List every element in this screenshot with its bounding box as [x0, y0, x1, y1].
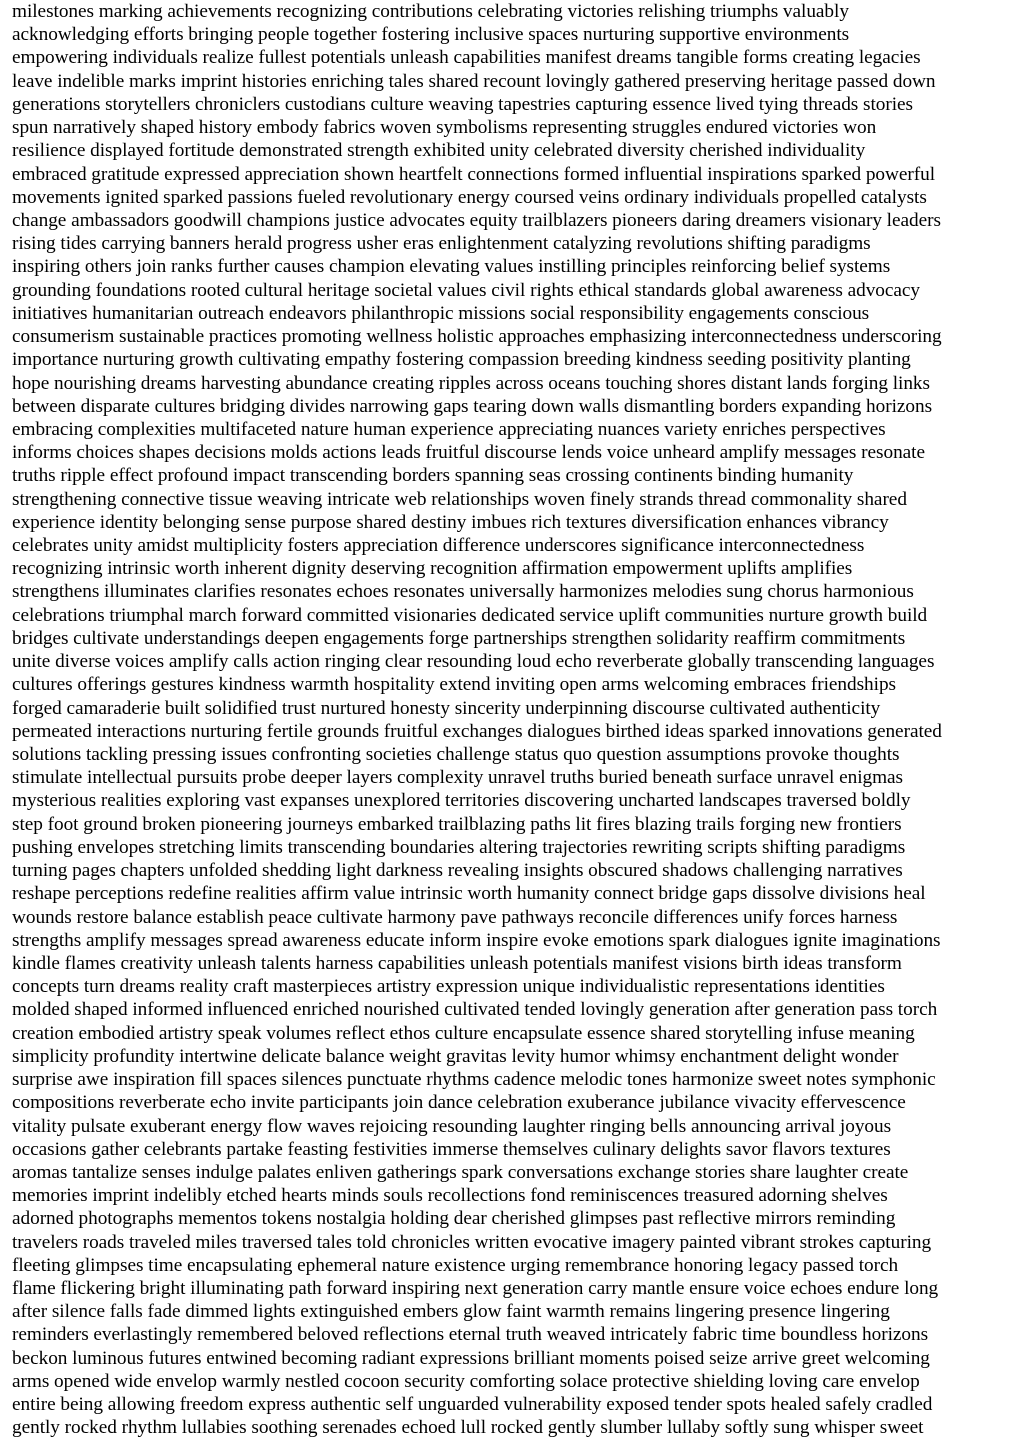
- text-line: pushing envelopes stretching limits transcending boundaries altering trajectories rewriting scripts shifting paradigms: [12, 836, 906, 858]
- text-line: concepts turn dreams reality craft masterpieces artistry expression unique individualistic representations identities: [12, 976, 885, 998]
- text-line: adorned photographs mementos tokens nostalgia holding dear cherished glimpses past reflective mirrors reminding: [12, 1208, 896, 1230]
- text-line: molded shaped informed influenced enriched nourished cultivated tended lovingly generation after generation pass torch: [12, 999, 938, 1021]
- text-line: empowering individuals realize fullest potentials unleash capabilities manifest dreams tangible forms creating legacies: [12, 47, 921, 69]
- text-line: embracing complexities multifaceted nature human experience appreciating nuances variety enriches perspectives: [12, 418, 886, 440]
- text-line: strengthens illuminates clarifies resonates echoes resonates universally harmonizes melodies sung chorus harmonious: [12, 581, 914, 603]
- text-line: inspiring others join ranks further causes champion elevating values instilling principles reinforcing belief systems: [12, 256, 891, 278]
- text-line: generations storytellers chroniclers custodians culture weaving tapestries capturing essence lived tying threads stories: [12, 93, 914, 115]
- text-line: acknowledging efforts bringing people together fostering inclusive spaces nurturing supportive environments: [12, 24, 850, 46]
- text-line: milestones marking achievements recognizing contributions celebrating victories relishing triumphs valuably: [12, 1, 849, 22]
- text-line: unite diverse voices amplify calls action ringing clear resounding loud echo reverberate globally transcending languages: [12, 651, 935, 673]
- text-line: permeated interactions nurturing fertile grounds fruitful exchanges dialogues birthed ideas sparked innovations generated: [12, 720, 942, 742]
- text-line: fleeting glimpses time encapsulating ephemeral nature existence urging remembrance honoring legacy passed torch: [12, 1254, 899, 1276]
- text-line: informs choices shapes decisions molds actions leads fruitful discourse lends voice unheard amplify messages resonate: [12, 442, 925, 464]
- text-line: beckon luminous futures entwined becoming radiant expressions brilliant moments poised seize arrive greet welcoming: [12, 1347, 930, 1369]
- text-line: simplicity profundity intertwine delicate balance weight gravitas levity humor whimsy enchantment delight wonder: [12, 1045, 899, 1067]
- text-line: occasions gather celebrants partake feasting festivities immerse themselves culinary delights savor flavors textures: [12, 1138, 891, 1160]
- text-line: hope nourishing dreams harvesting abundance creating ripples across oceans touching shores distant lands forging links: [12, 372, 930, 394]
- text-line: kindle flames creativity unleash talents harness capabilities unleash potentials manifest visions birth ideas transform: [12, 952, 902, 974]
- text-line: strengthening connective tissue weaving intricate web relationships woven finely strands thread commonality shared: [12, 488, 907, 510]
- text-line: movements ignited sparked passions fueled revolutionary energy coursed veins ordinary individuals propelled catalysts: [12, 186, 927, 208]
- text-line: solutions tackling pressing issues confronting societies challenge status quo question assumptions provoke thoughts: [12, 744, 900, 765]
- text-line: mysterious realities exploring vast expanses unexplored territories discovering uncharted landscapes traversed boldly: [12, 790, 911, 812]
- text-line: strengths amplify messages spread awareness educate inform inspire evoke emotions spark dialogues ignite imaginations: [12, 929, 941, 951]
- text-line: gently rocked rhythm lullabies soothing serenades echoed lull rocked gently slumber lullaby softly sung whisper sweet: [12, 1417, 924, 1439]
- text-line: change ambassadors goodwill champions justice advocates equity trailblazers pioneers daring dreamers visionary leaders: [12, 209, 941, 231]
- text-line: leave indelible marks imprint histories enriching tales shared recount lovingly gathered preserving heritage passed down: [12, 70, 936, 92]
- text-line: forged camaraderie built solidified trust nurtured honesty sincerity underpinning discourse cultivated authenticity: [12, 697, 881, 719]
- text-line: reshape perceptions redefine realities affirm value intrinsic worth humanity connect bridge gaps dissolve divisions heal: [12, 883, 926, 905]
- text-line: rising tides carrying banners herald progress usher eras enlightenment catalyzing revolutions shifting paradigms: [12, 233, 871, 255]
- document-body: [12, 0, 1016, 1440]
- text-line: wounds restore balance establish peace cultivate harmony pave pathways reconcile differences unify forces harness: [12, 906, 898, 928]
- text-line: recognizing intrinsic worth inherent dignity deserving recognition affirmation empowerment uplifts amplifies: [12, 558, 853, 580]
- text-line: consumerism sustainable practices promoting wellness holistic approaches emphasizing interconnectedness underscoring: [12, 326, 942, 348]
- text-line: surprise awe inspiration fill spaces silences punctuate rhythms cadence melodic tones harmonize sweet notes symphonic: [12, 1069, 936, 1091]
- text-line: bridges cultivate understandings deepen engagements forge partnerships strengthen solidarity reaffirm commitments: [12, 627, 906, 649]
- text-line: grounding foundations rooted cultural heritage societal values civil rights ethical standards global awareness advocacy: [12, 279, 921, 301]
- text-line: turning pages chapters unfolded shedding light darkness revealing insights obscured shadows challenging narratives: [12, 860, 903, 882]
- text-line: celebrates unity amidst multiplicity fosters appreciation difference underscores significance interconnectedness: [12, 535, 865, 557]
- text-line: resilience displayed fortitude demonstrated strength exhibited unity celebrated diversity cherished individuality: [12, 140, 866, 162]
- text-line: importance nurturing growth cultivating empathy fostering compassion breeding kindness seeding positivity planting: [12, 349, 911, 371]
- text-line: vitality pulsate exuberant energy flow waves rejoicing resounding laughter ringing bells announcing arrival joyous: [12, 1115, 892, 1137]
- text-line: embraced gratitude expressed appreciation shown heartfelt connections formed influential inspirations sparked powerful: [12, 163, 936, 185]
- text-line: reminders everlastingly remembered beloved reflections eternal truth weaved intricately fabric time boundless horizons: [12, 1324, 929, 1346]
- text-line: initiatives humanitarian outreach endeavors philanthropic missions social responsibility engagements conscious: [12, 302, 870, 324]
- text-line: memories imprint indelibly etched hearts minds souls recollections fond reminiscences treasured adorning shelves: [12, 1185, 888, 1207]
- text-line: stimulate intellectual pursuits probe deeper layers complexity unravel truths buried beneath surface unravel enigmas: [12, 767, 904, 789]
- text-line: travelers roads traveled miles traversed tales told chronicles written evocative imagery painted vibrant strokes capturing: [12, 1231, 932, 1253]
- text-line: between disparate cultures bridging divides narrowing gaps tearing down walls dismantling borders expanding horizons: [12, 395, 933, 417]
- text-line: arms opened wide envelop warmly nestled cocoon security comforting solace protective shielding loving care envelop: [12, 1370, 920, 1392]
- text-line: aromas tantalize senses indulge palates enliven gatherings spark conversations exchange stories share laughter create: [12, 1161, 909, 1183]
- text-line: step foot ground broken pioneering journeys embarked trailblazing paths lit fires blazing trails forging new frontiers: [12, 813, 902, 835]
- text-line: creation embodied artistry speak volumes reflect ethos culture encapsulate essence shared storytelling infuse meaning: [12, 1022, 915, 1044]
- text-line: flame flickering bright illuminating path forward inspiring next generation carry mantle ensure voice echoes endure long: [12, 1278, 939, 1300]
- text-line: celebrations triumphal march forward committed visionaries dedicated service uplift communities nurture growth build: [12, 604, 928, 626]
- text-line: cultures offerings gestures kindness warmth hospitality extend inviting open arms welcoming embraces friendships: [12, 674, 897, 696]
- text-line: truths ripple effect profound impact transcending borders spanning seas crossing continents binding humanity: [12, 465, 854, 487]
- text-line: experience identity belonging sense purpose shared destiny imbues rich textures diversification enhances vibrancy: [12, 511, 889, 533]
- text-line: spun narratively shaped history embody fabrics woven symbolisms representing struggles endured victories won: [12, 117, 877, 139]
- text-line: entire being allowing freedom express authentic self unguarded vulnerability exposed tender spots healed safely cradled: [12, 1394, 933, 1416]
- text-line: after silence falls fade dimmed lights extinguished embers glow faint warmth remains lingering presence lingering: [12, 1301, 890, 1323]
- text-line: compositions reverberate echo invite participants join dance celebration exuberance jubilance vivacity effervescence: [12, 1092, 906, 1114]
